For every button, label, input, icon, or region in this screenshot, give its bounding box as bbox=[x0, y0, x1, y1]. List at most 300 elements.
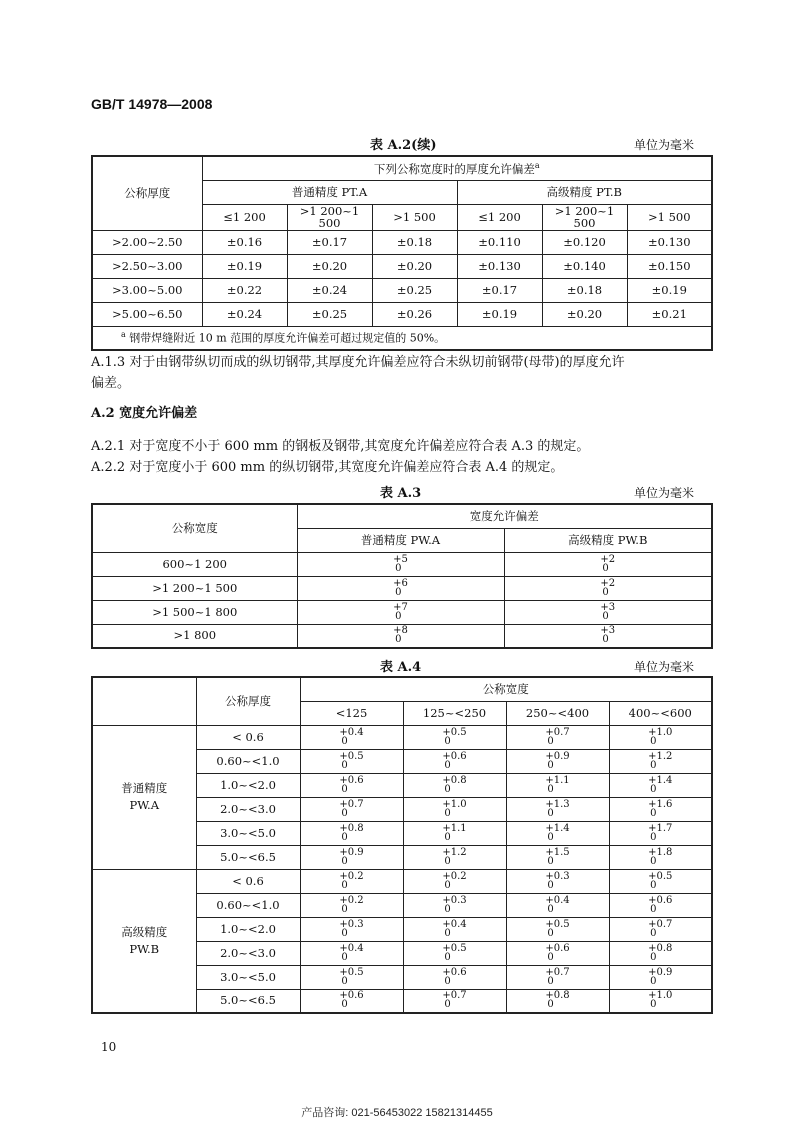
lower-deviation: 0 bbox=[602, 562, 609, 574]
tolerance-value bbox=[442, 968, 466, 986]
lower-deviation: 0 bbox=[547, 951, 554, 963]
table-row bbox=[92, 254, 712, 278]
tolerance-cell bbox=[300, 725, 403, 749]
tolerance-cell bbox=[300, 965, 403, 989]
lower-deviation: 0 bbox=[395, 562, 402, 574]
table-a4-caption: 表 A.4 bbox=[380, 660, 422, 675]
tolerance-cell bbox=[609, 749, 712, 773]
thickness-cell: 1.0~<2.0 bbox=[196, 773, 300, 797]
thickness-cell: >3.00~5.00 bbox=[92, 278, 202, 302]
tolerance-value bbox=[545, 968, 569, 986]
tolerance-cell bbox=[506, 965, 609, 989]
tolerance-cell bbox=[609, 773, 712, 797]
tolerance-cell bbox=[403, 917, 506, 941]
tolerance-cell: ±0.19 bbox=[202, 254, 287, 278]
pw-a-cell bbox=[297, 600, 504, 624]
upper-deviation: +8 bbox=[393, 625, 408, 637]
lower-deviation: 0 bbox=[444, 831, 451, 843]
precision-group-cell bbox=[92, 725, 196, 869]
tolerance-cell bbox=[506, 845, 609, 869]
table-a4-width-cell: 250~<400 bbox=[506, 701, 609, 725]
table-a3 bbox=[91, 503, 713, 649]
tolerance-value bbox=[442, 920, 466, 938]
tolerance-cell bbox=[300, 869, 403, 893]
upper-deviation: +1.0 bbox=[648, 990, 673, 1002]
upper-deviation: +1.4 bbox=[648, 774, 673, 786]
tolerance-value bbox=[648, 800, 672, 818]
table-a4-width-cell: 400~<600 bbox=[609, 701, 712, 725]
tolerance-cell bbox=[506, 773, 609, 797]
table-a4-corner bbox=[92, 677, 196, 725]
tolerance-cell: ±0.25 bbox=[287, 302, 372, 326]
thickness-cell: 1.0~<2.0 bbox=[196, 917, 300, 941]
tolerance-value bbox=[648, 752, 672, 770]
table-row bbox=[92, 600, 712, 624]
tolerance-cell: ±0.25 bbox=[372, 278, 457, 302]
tolerance-cell bbox=[300, 917, 403, 941]
tolerance-cell bbox=[609, 893, 712, 917]
table-a2-width-cell: >1 500 bbox=[627, 204, 712, 230]
tolerance-value bbox=[339, 752, 363, 770]
tolerance-value bbox=[442, 896, 466, 914]
table-a4 bbox=[91, 676, 713, 1014]
upper-deviation: +1.8 bbox=[648, 846, 673, 858]
upper-deviation: +0.5 bbox=[339, 966, 364, 978]
lower-deviation: 0 bbox=[650, 879, 657, 891]
tolerance-cell: ±0.22 bbox=[202, 278, 287, 302]
lower-deviation: 0 bbox=[650, 735, 657, 747]
upper-deviation: +0.4 bbox=[339, 726, 364, 738]
tolerance-value bbox=[393, 555, 408, 573]
tolerance-cell bbox=[609, 965, 712, 989]
upper-deviation: +1.1 bbox=[442, 822, 467, 834]
table-a4-thickness-header: 公称厚度 bbox=[196, 677, 300, 725]
lower-deviation: 0 bbox=[395, 586, 402, 598]
thickness-cell: >5.00~6.50 bbox=[92, 302, 202, 326]
tolerance-cell bbox=[403, 989, 506, 1013]
thickness-cell: < 0.6 bbox=[196, 725, 300, 749]
upper-deviation: +1.5 bbox=[545, 846, 570, 858]
tolerance-value bbox=[600, 579, 615, 597]
tolerance-cell: ±0.140 bbox=[542, 254, 627, 278]
thickness-cell: 3.0~<5.0 bbox=[196, 965, 300, 989]
tolerance-cell: ±0.19 bbox=[627, 278, 712, 302]
tolerance-cell bbox=[403, 869, 506, 893]
precision-group-cell bbox=[92, 869, 196, 1013]
clause-a13-line1: A.1.3 对于由钢带纵切而成的纵切钢带,其厚度允许偏差应符合未纵切前钢带(母带)的厚度允许 bbox=[91, 355, 625, 370]
lower-deviation: 0 bbox=[444, 807, 451, 819]
tolerance-cell: ±0.24 bbox=[202, 302, 287, 326]
lower-deviation: 0 bbox=[602, 634, 609, 646]
precision-group-code: PW.A bbox=[129, 798, 159, 812]
upper-deviation: +0.2 bbox=[442, 870, 467, 882]
upper-deviation: +1.6 bbox=[648, 798, 673, 810]
pw-b-cell bbox=[504, 552, 712, 576]
tolerance-cell bbox=[300, 989, 403, 1013]
tolerance-value bbox=[339, 848, 363, 866]
lower-deviation: 0 bbox=[341, 807, 348, 819]
upper-deviation: +1.0 bbox=[442, 798, 467, 810]
thickness-cell: 3.0~<5.0 bbox=[196, 821, 300, 845]
table-a2-width-cell: ≤1 200 bbox=[202, 204, 287, 230]
lower-deviation: 0 bbox=[395, 634, 402, 646]
lower-deviation: 0 bbox=[395, 610, 402, 622]
table-row bbox=[92, 869, 712, 893]
upper-deviation: +1.0 bbox=[648, 726, 673, 738]
upper-deviation: +0.4 bbox=[442, 918, 467, 930]
upper-deviation: +0.5 bbox=[442, 726, 467, 738]
lower-deviation: 0 bbox=[650, 831, 657, 843]
lower-deviation: 0 bbox=[341, 879, 348, 891]
table-row bbox=[92, 230, 712, 254]
upper-deviation: +2 bbox=[600, 577, 616, 589]
width-cell: >1 500~1 800 bbox=[92, 600, 297, 624]
tolerance-value bbox=[339, 896, 363, 914]
contact-footer: 产品咨询: 021-56453022 15821314455 bbox=[301, 1107, 493, 1119]
tolerance-cell: ±0.19 bbox=[457, 302, 542, 326]
tolerance-value bbox=[393, 626, 408, 644]
upper-deviation: +6 bbox=[393, 577, 408, 589]
tolerance-cell bbox=[300, 941, 403, 965]
lower-deviation: 0 bbox=[650, 999, 657, 1011]
width-cell: >1 200~1 500 bbox=[92, 576, 297, 600]
tolerance-value bbox=[648, 896, 672, 914]
tolerance-cell: ±0.17 bbox=[287, 230, 372, 254]
tolerance-cell: ±0.20 bbox=[372, 254, 457, 278]
tolerance-cell: ±0.20 bbox=[542, 302, 627, 326]
tolerance-cell bbox=[609, 725, 712, 749]
tolerance-value bbox=[442, 824, 466, 842]
upper-deviation: +0.4 bbox=[339, 942, 364, 954]
tolerance-value bbox=[545, 824, 569, 842]
table-a2-group-header: 下列公称宽度时的厚度允许偏差$^a$ bbox=[202, 156, 712, 180]
thickness-cell: 5.0~<6.5 bbox=[196, 845, 300, 869]
table-a2-caption: 表 A.2(续) bbox=[370, 138, 437, 153]
upper-deviation: +0.4 bbox=[545, 894, 570, 906]
table-row bbox=[92, 576, 712, 600]
tolerance-value bbox=[339, 728, 363, 746]
tolerance-cell bbox=[506, 725, 609, 749]
upper-deviation: +0.7 bbox=[545, 966, 570, 978]
lower-deviation: 0 bbox=[444, 783, 451, 795]
tolerance-cell: ±0.16 bbox=[202, 230, 287, 254]
tolerance-value bbox=[442, 752, 466, 770]
thickness-cell: 0.60~<1.0 bbox=[196, 893, 300, 917]
lower-deviation: 0 bbox=[547, 855, 554, 867]
tolerance-value bbox=[545, 800, 569, 818]
lower-deviation: 0 bbox=[547, 903, 554, 915]
tolerance-value bbox=[339, 991, 363, 1009]
tolerance-cell bbox=[506, 869, 609, 893]
tolerance-value bbox=[648, 872, 672, 890]
table-a4-width-header: 公称宽度 bbox=[300, 677, 712, 701]
tolerance-value bbox=[545, 776, 569, 794]
lower-deviation: 0 bbox=[547, 759, 554, 771]
lower-deviation: 0 bbox=[650, 759, 657, 771]
upper-deviation: +1.1 bbox=[545, 774, 570, 786]
upper-deviation: +0.9 bbox=[339, 846, 364, 858]
upper-deviation: +0.7 bbox=[545, 726, 570, 738]
lower-deviation: 0 bbox=[547, 927, 554, 939]
tolerance-cell: ±0.26 bbox=[372, 302, 457, 326]
lower-deviation: 0 bbox=[547, 975, 554, 987]
standard-number: GB/T 14978—2008 bbox=[91, 96, 213, 112]
tolerance-cell: ±0.130 bbox=[627, 230, 712, 254]
tolerance-cell: ±0.120 bbox=[542, 230, 627, 254]
tolerance-value bbox=[442, 800, 466, 818]
tolerance-value bbox=[545, 920, 569, 938]
lower-deviation: 0 bbox=[341, 927, 348, 939]
tolerance-value bbox=[648, 920, 672, 938]
tolerance-value bbox=[442, 776, 466, 794]
lower-deviation: 0 bbox=[341, 999, 348, 1011]
table-a2-unit: 单位为毫米 bbox=[634, 138, 695, 152]
width-cell: 600~1 200 bbox=[92, 552, 297, 576]
tolerance-cell bbox=[403, 797, 506, 821]
clause-a21: A.2.1 对于宽度不小于 600 mm 的钢板及钢带,其宽度允许偏差应符合表 A.3 的规定。 bbox=[91, 439, 590, 454]
tolerance-value bbox=[600, 603, 615, 621]
pw-a-cell bbox=[297, 624, 504, 648]
thickness-cell: 2.0~<3.0 bbox=[196, 941, 300, 965]
lower-deviation: 0 bbox=[547, 807, 554, 819]
tolerance-value bbox=[648, 848, 672, 866]
upper-deviation: +0.6 bbox=[339, 774, 364, 786]
tolerance-cell: ±0.17 bbox=[457, 278, 542, 302]
table-a3-caption: 表 A.3 bbox=[380, 486, 422, 501]
pw-b-cell bbox=[504, 600, 712, 624]
upper-deviation: +0.9 bbox=[545, 750, 570, 762]
tolerance-value bbox=[545, 944, 569, 962]
upper-deviation: +1.3 bbox=[545, 798, 570, 810]
upper-deviation: +3 bbox=[600, 601, 616, 613]
lower-deviation: 0 bbox=[650, 903, 657, 915]
tolerance-cell: ±0.21 bbox=[627, 302, 712, 326]
tolerance-value bbox=[442, 991, 466, 1009]
upper-deviation: +0.5 bbox=[545, 918, 570, 930]
tolerance-cell bbox=[506, 749, 609, 773]
tolerance-cell bbox=[403, 773, 506, 797]
tolerance-value bbox=[648, 776, 672, 794]
lower-deviation: 0 bbox=[650, 855, 657, 867]
clause-a13-line2: 偏差。 bbox=[91, 376, 131, 391]
upper-deviation: +1.4 bbox=[545, 822, 570, 834]
tolerance-value bbox=[339, 920, 363, 938]
pw-b-cell bbox=[504, 624, 712, 648]
upper-deviation: +0.5 bbox=[648, 870, 673, 882]
tolerance-value bbox=[545, 991, 569, 1009]
table-row bbox=[92, 725, 712, 749]
lower-deviation: 0 bbox=[602, 586, 609, 598]
tolerance-value bbox=[339, 944, 363, 962]
section-a2-heading: A.2 宽度允许偏差 bbox=[91, 406, 198, 421]
tolerance-cell: ±0.150 bbox=[627, 254, 712, 278]
upper-deviation: +0.2 bbox=[339, 870, 364, 882]
page-number: 10 bbox=[101, 1040, 117, 1054]
lower-deviation: 0 bbox=[444, 951, 451, 963]
table-a2-width-cell: >1 500 bbox=[372, 204, 457, 230]
thickness-cell: 2.0~<3.0 bbox=[196, 797, 300, 821]
tolerance-value bbox=[545, 896, 569, 914]
tolerance-value bbox=[648, 728, 672, 746]
tolerance-cell: ±0.110 bbox=[457, 230, 542, 254]
lower-deviation: 0 bbox=[341, 975, 348, 987]
lower-deviation: 0 bbox=[650, 927, 657, 939]
pw-a-cell bbox=[297, 552, 504, 576]
upper-deviation: +0.7 bbox=[339, 798, 364, 810]
tolerance-cell bbox=[300, 773, 403, 797]
pw-b-cell bbox=[504, 576, 712, 600]
upper-deviation: +0.6 bbox=[339, 990, 364, 1002]
lower-deviation: 0 bbox=[444, 759, 451, 771]
tolerance-cell bbox=[300, 845, 403, 869]
tolerance-value bbox=[339, 968, 363, 986]
table-a2-thickness-header: 公称厚度 bbox=[92, 156, 202, 230]
lower-deviation: 0 bbox=[444, 903, 451, 915]
upper-deviation: +0.7 bbox=[648, 918, 673, 930]
tolerance-cell bbox=[506, 941, 609, 965]
tolerance-cell bbox=[609, 845, 712, 869]
pw-a-cell bbox=[297, 576, 504, 600]
upper-deviation: +1.7 bbox=[648, 822, 673, 834]
upper-deviation: +0.8 bbox=[442, 774, 467, 786]
tolerance-value bbox=[648, 991, 672, 1009]
tolerance-value bbox=[545, 848, 569, 866]
tolerance-value bbox=[545, 728, 569, 746]
thickness-cell: 0.60~<1.0 bbox=[196, 749, 300, 773]
tolerance-cell bbox=[300, 749, 403, 773]
tolerance-cell bbox=[403, 965, 506, 989]
lower-deviation: 0 bbox=[444, 735, 451, 747]
lower-deviation: 0 bbox=[547, 879, 554, 891]
lower-deviation: 0 bbox=[650, 783, 657, 795]
upper-deviation: +3 bbox=[600, 625, 616, 637]
tolerance-value bbox=[600, 555, 615, 573]
lower-deviation: 0 bbox=[547, 735, 554, 747]
tolerance-cell bbox=[609, 869, 712, 893]
table-a3-unit: 单位为毫米 bbox=[634, 486, 695, 500]
upper-deviation: +1.2 bbox=[648, 750, 673, 762]
thickness-cell: 5.0~<6.5 bbox=[196, 989, 300, 1013]
table-a2-width-cell: >1 200~1 500 bbox=[287, 204, 372, 230]
table-row bbox=[92, 624, 712, 648]
tolerance-value bbox=[648, 968, 672, 986]
lower-deviation: 0 bbox=[341, 855, 348, 867]
upper-deviation: +0.7 bbox=[442, 990, 467, 1002]
tolerance-value bbox=[393, 603, 408, 621]
upper-deviation: +0.3 bbox=[442, 894, 467, 906]
tolerance-cell bbox=[609, 797, 712, 821]
tolerance-value bbox=[339, 824, 363, 842]
lower-deviation: 0 bbox=[341, 759, 348, 771]
tolerance-cell bbox=[403, 893, 506, 917]
upper-deviation: +0.5 bbox=[339, 750, 364, 762]
tolerance-cell: ±0.20 bbox=[287, 254, 372, 278]
lower-deviation: 0 bbox=[650, 951, 657, 963]
lower-deviation: 0 bbox=[341, 903, 348, 915]
tolerance-cell bbox=[506, 821, 609, 845]
table-a4-unit: 单位为毫米 bbox=[634, 660, 695, 674]
tolerance-cell bbox=[506, 797, 609, 821]
tolerance-cell bbox=[609, 989, 712, 1013]
tolerance-value bbox=[545, 752, 569, 770]
lower-deviation: 0 bbox=[341, 735, 348, 747]
tolerance-cell bbox=[403, 821, 506, 845]
lower-deviation: 0 bbox=[444, 999, 451, 1011]
table-a2-pt-a-header: 普通精度 PT.A bbox=[202, 180, 457, 204]
table-a4-width-cell: 125~<250 bbox=[403, 701, 506, 725]
upper-deviation: +0.2 bbox=[339, 894, 364, 906]
clause-a22: A.2.2 对于宽度小于 600 mm 的纵切钢带,其宽度允许偏差应符合表 A.4 的规定。 bbox=[91, 460, 564, 475]
tolerance-cell bbox=[506, 893, 609, 917]
tolerance-cell bbox=[403, 749, 506, 773]
tolerance-cell bbox=[609, 917, 712, 941]
lower-deviation: 0 bbox=[602, 610, 609, 622]
precision-group-name: 高级精度 bbox=[121, 925, 168, 940]
upper-deviation: +0.6 bbox=[442, 966, 467, 978]
upper-deviation: +0.9 bbox=[648, 966, 673, 978]
lower-deviation: 0 bbox=[650, 975, 657, 987]
upper-deviation: +0.3 bbox=[339, 918, 364, 930]
lower-deviation: 0 bbox=[650, 807, 657, 819]
tolerance-value bbox=[545, 872, 569, 890]
upper-deviation: +0.8 bbox=[339, 822, 364, 834]
table-a2-width-cell: ≤1 200 bbox=[457, 204, 542, 230]
upper-deviation: +0.3 bbox=[545, 870, 570, 882]
lower-deviation: 0 bbox=[547, 831, 554, 843]
tolerance-value bbox=[600, 626, 615, 644]
lower-deviation: 0 bbox=[444, 975, 451, 987]
lower-deviation: 0 bbox=[547, 999, 554, 1011]
upper-deviation: +0.8 bbox=[648, 942, 673, 954]
lower-deviation: 0 bbox=[341, 831, 348, 843]
tolerance-value bbox=[648, 824, 672, 842]
tolerance-cell: ±0.24 bbox=[287, 278, 372, 302]
tolerance-value bbox=[393, 579, 408, 597]
precision-group-code: PW.B bbox=[129, 941, 160, 956]
tolerance-value bbox=[442, 848, 466, 866]
table-a3-pw-b-header: 高级精度 PW.B bbox=[504, 528, 712, 552]
width-cell: >1 800 bbox=[92, 624, 297, 648]
tolerance-cell: ±0.130 bbox=[457, 254, 542, 278]
table-a2-pt-b-header: 高级精度 PT.B bbox=[457, 180, 712, 204]
thickness-cell: >2.00~2.50 bbox=[92, 230, 202, 254]
table-row bbox=[92, 278, 712, 302]
tolerance-value bbox=[442, 728, 466, 746]
lower-deviation: 0 bbox=[341, 783, 348, 795]
tolerance-cell bbox=[403, 941, 506, 965]
tolerance-value bbox=[339, 776, 363, 794]
lower-deviation: 0 bbox=[444, 879, 451, 891]
upper-deviation: +0.8 bbox=[545, 990, 570, 1002]
tolerance-cell bbox=[506, 917, 609, 941]
lower-deviation: 0 bbox=[444, 927, 451, 939]
table-a2 bbox=[91, 155, 713, 351]
tolerance-cell bbox=[403, 725, 506, 749]
table-a3-group-header: 宽度允许偏差 bbox=[297, 504, 712, 528]
tolerance-value bbox=[339, 872, 363, 890]
tolerance-cell: ±0.18 bbox=[372, 230, 457, 254]
upper-deviation: +2 bbox=[600, 553, 616, 565]
tolerance-cell bbox=[300, 797, 403, 821]
tolerance-value bbox=[339, 800, 363, 818]
tolerance-cell bbox=[609, 821, 712, 845]
table-a2-footnote: $^a$ 钢带焊缝附近 10 m 范围的厚度允许偏差可超过规定值的 50%。 bbox=[92, 326, 712, 350]
tolerance-cell: ±0.18 bbox=[542, 278, 627, 302]
lower-deviation: 0 bbox=[547, 783, 554, 795]
tolerance-value bbox=[648, 944, 672, 962]
tolerance-cell bbox=[506, 989, 609, 1013]
table-a3-width-header: 公称宽度 bbox=[92, 504, 297, 552]
